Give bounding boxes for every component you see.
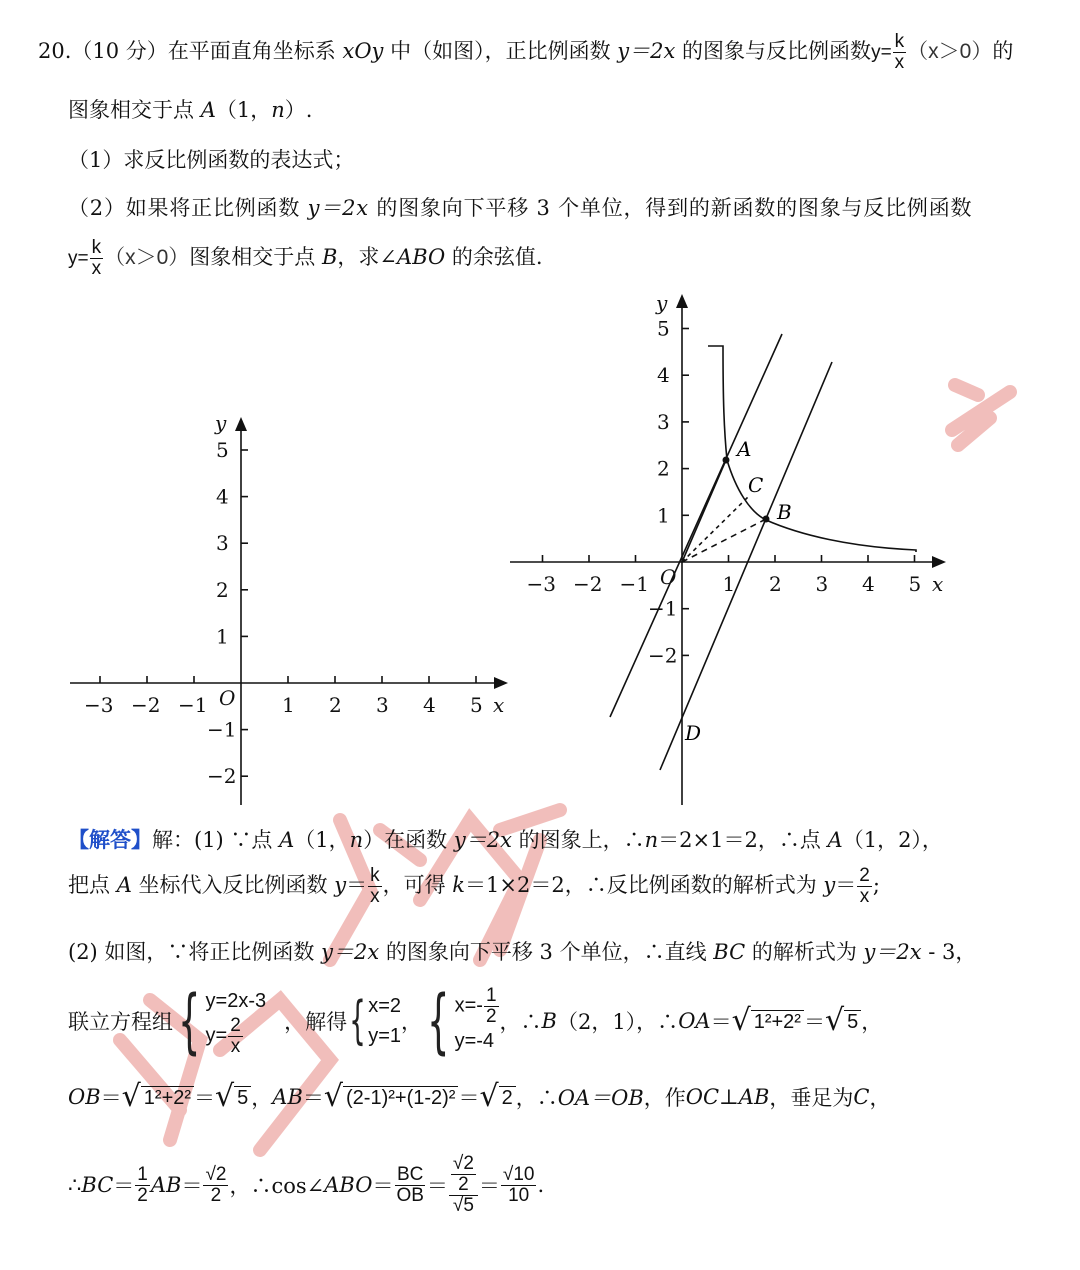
problem-text: （1， [215,98,272,122]
system-line [455,986,500,1027]
numerator: √10 [502,1163,535,1185]
line-y-2x [610,334,782,717]
solution-text: 坐标代入反比例函数 [131,872,335,897]
solution-text: ，∴cos∠ [229,1174,325,1198]
equation: y＝2x [307,196,369,220]
system-line: y=-4 [454,1030,495,1053]
radicand: 1²+2² [751,1010,804,1036]
variable: n [271,98,285,122]
problem-text: 中（如图），正比例函数 [383,38,618,63]
fraction-1-over-2 [135,1165,150,1206]
solution-line-6 [68,1140,544,1230]
inner-fraction [451,1154,476,1195]
y-axis-label: y [656,291,668,315]
y-tick-label: 2 [657,456,670,481]
problem-number: 20. [38,38,72,63]
line-y-2x-minus-3 [660,362,832,770]
x-tick-label: 1 [722,572,736,596]
x-axis-label: x [932,572,944,596]
denominator: 2 [458,1174,469,1196]
problem-line-2 [68,94,312,124]
x-tick-label: 4 [862,572,875,596]
condition: （x＞0） [907,39,993,63]
fraction-root2-over-2 [203,1165,228,1206]
y-axis-arrow [676,294,688,308]
solution-text: 解：(1) ∵点 [152,828,280,852]
brace: { [178,980,201,1062]
solution-text: ∴ [68,1173,82,1197]
equation: y＝2x [453,828,512,852]
solution-text: ; [872,872,880,897]
problem-text: 在平面直角坐标系 [167,38,343,63]
func-y: y= [871,41,892,63]
solution-text: ，∴ [515,1086,558,1110]
system-lines [368,991,401,1051]
label-C: C [748,473,764,497]
system-line: x=2 [368,995,402,1017]
problem-text: 的 [992,38,1014,63]
coord-system-name: xOy [342,38,384,63]
problem-text: 的图象与反比例函数 [675,38,872,63]
solution-text: ）在函数 [363,828,454,852]
solution-text: 联立方程组 [68,1010,173,1034]
solution-text: ＝ [478,1174,500,1198]
brace: { [349,991,366,1051]
numerator: 2 [230,1014,241,1036]
system-lines [455,986,500,1057]
y-tick-label: −1 [648,596,678,621]
solution-text: ＝ [835,872,857,897]
x-tick-label: 2 [329,693,342,717]
numerator: √2 [452,1153,474,1175]
solution-text: ，∴ [499,1010,542,1034]
solution-line-4 [68,976,882,1066]
fraction-k-over-x [893,32,907,73]
y-tick-label: 4 [657,363,670,388]
equation: y＝2x [617,38,676,63]
system-line: y=1 [368,1025,402,1047]
solution-text: ＝ [113,1174,135,1198]
segment-OA [682,460,726,562]
point-label: A [116,872,132,897]
denominator: OB [396,1184,424,1206]
question-1 [68,144,354,174]
origin-label: O [660,565,677,589]
system-lines [206,986,267,1057]
equation: OA＝OB [557,1086,644,1110]
solution-text: （1，2）， [842,828,943,852]
fraction-2-over-x [857,866,872,907]
system-line: y=2x-3 [205,989,267,1012]
denominator: 2 [137,1184,148,1206]
angle-name: ABO [397,244,446,269]
solution-text: . [537,1173,545,1197]
x-tick-label: 3 [815,572,829,596]
x-tick-label: 3 [376,693,389,717]
variable: n [644,828,659,852]
problem-text: 图象相交于点 [68,98,201,122]
system-line-y: y= [205,1024,228,1047]
x-tick-label: −2 [131,693,161,717]
solution-text: 的图象上，∴ [511,828,645,852]
answer-tag: 【解答】 [68,828,152,852]
solution-text: （2，1），∴ [556,1010,679,1034]
x-tick-label: 2 [769,572,782,596]
solution-line-5 [68,1079,891,1114]
variable: k [452,872,466,897]
radical [121,1079,194,1114]
x-tick-label: −3 [526,572,556,596]
y-tick-label: −1 [207,717,237,742]
point-B-dot [763,516,770,523]
label-A: A [737,437,752,461]
fraction-root10-over-10 [501,1165,537,1206]
x-tick-label: 1 [282,693,295,717]
denominator: 10 [508,1184,530,1206]
denominator: x [370,885,380,907]
numerator: k [370,865,380,886]
solution-text: ＝ [710,1010,732,1034]
radical [215,1079,251,1114]
x-tick-label: −3 [84,693,114,717]
point-label: B [541,1009,557,1033]
question-text: 的余弦值. [445,244,543,269]
solution-text: 把点 [68,872,117,897]
question-2-line-2 [68,238,543,279]
solution-system-1 [347,991,401,1051]
solution-text: 的解析式为 [745,940,864,964]
x-tick-label: 5 [908,572,922,596]
label-D: D [685,721,702,745]
denominator: 2 [485,1005,497,1027]
question-text: 的图象向下平移 3 个单位，得到的新函数的图象与反比例函数 [368,196,973,220]
numerator: k [91,237,102,258]
solution-text: ＝ [458,1086,480,1110]
solution-text: - 3， [921,940,977,964]
numerator: k [894,31,905,52]
radical [824,1003,861,1038]
question-2-line-1 [68,192,972,222]
solution-text: ＝ [100,1086,122,1110]
radical [479,1079,515,1114]
radical [323,1079,459,1114]
segment-name: AB [150,1173,182,1197]
numerator: √2 [205,1163,227,1185]
fraction-k-over-x [368,866,382,907]
question-text: （1）求反比例函数的表达式； [68,148,355,172]
point-label: A [279,828,295,852]
solution-text: ＝1×2＝2，∴反比例函数的解析式为 [465,872,824,897]
solution-text: ， [401,1010,423,1034]
question-text: （2）如果将正比例函数 [68,196,308,220]
problem-text: ）. [284,98,313,122]
solution-text: (2) 如图，∵将正比例函数 [68,940,322,964]
segment-name: AB [272,1085,303,1109]
x-axis-label: x [493,693,505,717]
solution-text: ，垂足为 [769,1086,854,1110]
y-tick-label: −2 [207,764,237,789]
label-B: B [777,500,792,524]
radical [731,1003,804,1038]
radical-sign: √ [121,1079,141,1114]
solution-text: ＝ [803,1010,825,1034]
numerator: 1 [137,1163,148,1185]
equation-system [173,980,267,1062]
segment-OB-dashed [682,519,766,562]
y-tick-label: 4 [216,484,229,509]
solution-line-3 [68,936,976,966]
question-text: 图象相交于点 [189,244,322,269]
denominator: x [230,1035,241,1057]
solution-text: ＝2×1＝2，∴点 [658,828,828,852]
radicand: 1²+2² [141,1086,194,1112]
denominator: x [859,885,870,907]
numerator: BC [396,1163,424,1185]
question-text: ，求∠ [337,244,398,269]
point-label: A [827,828,843,852]
radical-sign: √ [824,1003,845,1038]
solution-text: ＝ [181,1174,203,1198]
x-axis-arrow [494,677,508,689]
solution-text: ＝ [372,1174,394,1198]
radical-sign: √ [731,1003,751,1038]
y-tick-label: 5 [216,438,229,462]
denominator: x [91,257,102,279]
x-tick-label: −2 [573,572,603,596]
denominator: 2 [210,1184,222,1206]
solution-text: 的图象向下平移 3 个单位，∴直线 [379,940,714,964]
segment-name: OB [68,1085,101,1109]
solution-line-1 [68,824,943,854]
numerator [449,1154,478,1196]
point-A-dot [723,457,730,464]
radical-sign: √ [479,1079,499,1114]
segment-name: OA [678,1009,711,1033]
y-axis-arrow [235,417,247,431]
radical-sign: √ [215,1079,235,1114]
radical-sign: √ [323,1079,344,1114]
segment-OC-dashed [682,497,748,562]
y-tick-label: 3 [216,531,229,556]
radicand: 5 [234,1086,251,1112]
solution-text: ， [861,1010,883,1034]
line-name: BC [713,940,746,964]
solution-text: ＝ [426,1174,448,1198]
solution-text: ＝ [346,872,368,897]
fraction-2-over-x [228,1016,243,1057]
x-tick-label: −1 [619,572,649,596]
problem-line-1 [38,32,1013,73]
segment-name: BC [81,1173,114,1197]
system-line-x: x=- [454,994,483,1017]
variable: y [823,872,836,897]
variable: y [334,872,347,897]
solution-text: ， [869,1086,891,1110]
func-y: y= [68,247,89,269]
radicand: (2-1)²+(1-2)² [343,1086,458,1112]
solution-text: ， [251,1086,273,1110]
radicand: 2 [499,1086,516,1112]
fraction-BC-over-OB [394,1165,425,1206]
point-label: B [321,244,338,269]
angle-name: ABO [324,1173,373,1197]
numerator: 1 [485,984,497,1006]
y-axis-label: y [215,411,227,435]
y-tick-label: 3 [657,409,670,434]
x-tick-label: −1 [178,693,208,717]
solution-text: ，作 [643,1086,686,1110]
solution-text: ，解得 [284,1010,348,1034]
denominator: x [894,51,905,73]
equation: y＝2x [863,940,922,964]
solution-text: ，可得 [382,872,453,897]
numerator: 2 [859,865,870,886]
problem-score: （10 分） [71,38,168,63]
y-tick-label: 5 [657,316,670,341]
fraction-k-over-x [90,238,104,279]
point-label: A [200,98,216,122]
brace: { [427,980,450,1062]
compound-fraction [449,1154,478,1216]
variable: n [349,828,364,852]
y-tick-label: 1 [657,503,670,528]
equation: y＝2x [321,940,380,964]
denominator: √5 [452,1194,474,1216]
system-line [206,1016,267,1057]
condition: （x＞0） [104,245,190,269]
equation: OC⊥AB [685,1085,770,1109]
solution-text: ＝ [194,1086,216,1110]
solution-line-2 [68,866,880,907]
x-tick-label: 5 [470,693,483,717]
y-tick-label: −2 [648,643,678,668]
origin-label: O [219,686,236,710]
y-tick-label: 1 [216,624,229,649]
point-label: C [853,1085,870,1109]
y-tick-label: 2 [216,577,229,602]
x-axis-arrow [932,556,946,568]
fraction-1-over-2 [484,986,499,1027]
hyperbola-curve [708,346,916,552]
radicand: 5 [844,1010,861,1036]
solution-system-2 [422,980,499,1062]
solution-text: （1， [294,828,350,852]
solution-text: ＝ [302,1086,324,1110]
x-tick-label: 4 [423,693,436,717]
